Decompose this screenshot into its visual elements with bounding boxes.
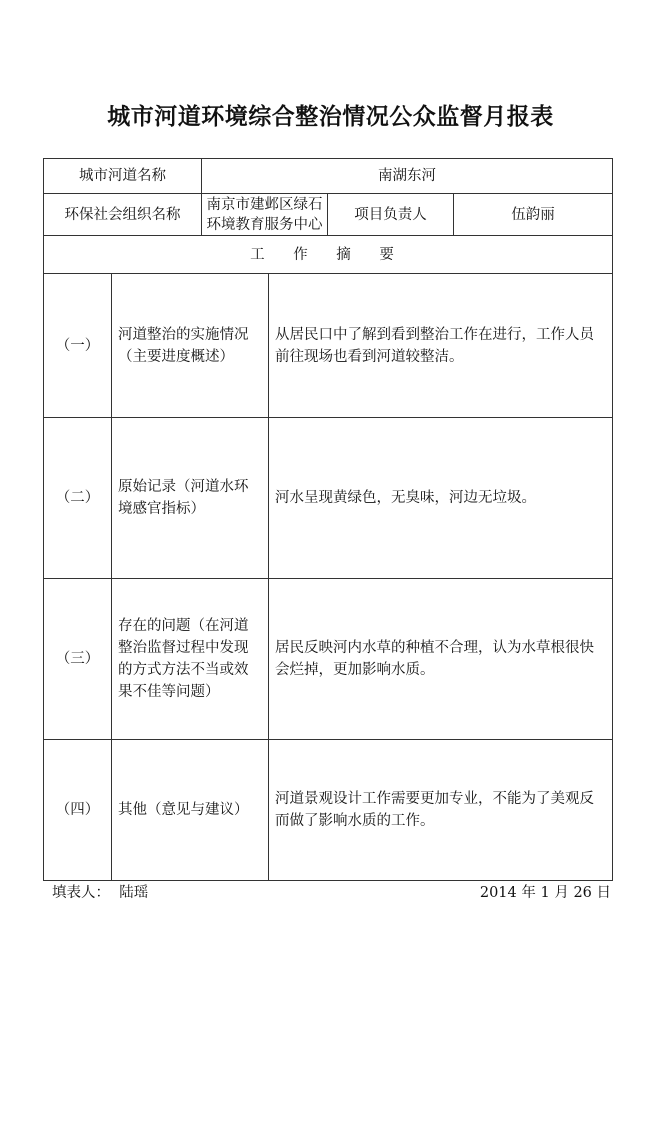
section-index: （三） xyxy=(44,579,112,740)
section-content: 河水呈现黄绿色，无臭味，河边无垃圾。 xyxy=(269,418,613,579)
report-table xyxy=(43,158,613,881)
section-topic: 存在的问题（在河道整治监督过程中发现的方式方法不当或效果不佳等问题） xyxy=(112,579,269,740)
summary-heading: 工 作 摘 要 xyxy=(44,236,613,274)
section-index: （二） xyxy=(44,418,112,579)
section-row xyxy=(44,274,613,418)
filler-info xyxy=(52,881,148,902)
section-row xyxy=(44,579,613,740)
river-name-value: 南湖东河 xyxy=(202,159,613,194)
row-river-name xyxy=(44,159,613,194)
section-content: 河道景观设计工作需要更加专业，不能为了美观反而做了影响水质的工作。 xyxy=(269,740,613,881)
org-value: 南京市建邺区绿石环境教育服务中心 xyxy=(202,194,328,236)
report-title: 城市河道环境综合整治情况公众监督月报表 xyxy=(107,103,554,130)
report-date: 2014 年 1 月 26 日 xyxy=(479,885,611,901)
date-day: 26 xyxy=(573,885,592,901)
leader-label: 项目负责人 xyxy=(328,194,454,236)
section-row xyxy=(44,418,613,579)
section-row xyxy=(44,740,613,881)
date-month: 1 xyxy=(540,885,550,901)
org-label: 环保社会组织名称 xyxy=(44,194,202,236)
section-topic: 原始记录（河道水环境感官指标） xyxy=(112,418,269,579)
section-topic: 其他（意见与建议） xyxy=(112,740,269,881)
row-summary-heading xyxy=(44,236,613,274)
leader-value: 伍韵丽 xyxy=(454,194,613,236)
row-organization xyxy=(44,194,613,236)
section-content: 居民反映河内水草的种植不合理，认为水草根很快会烂掉，更加影响水质。 xyxy=(269,579,613,740)
filler-name: 陆瑶 xyxy=(119,885,149,901)
section-topic: 河道整治的实施情况（主要进度概述） xyxy=(112,274,269,418)
river-name-label: 城市河道名称 xyxy=(44,159,202,194)
date-year: 2014 xyxy=(479,885,517,901)
filler-label: 填表人： xyxy=(52,885,110,901)
section-index: （四） xyxy=(44,740,112,881)
section-index: （一） xyxy=(44,274,112,418)
section-content: 从居民口中了解到看到整治工作在进行，工作人员前往现场也看到河道较整洁。 xyxy=(269,274,613,418)
